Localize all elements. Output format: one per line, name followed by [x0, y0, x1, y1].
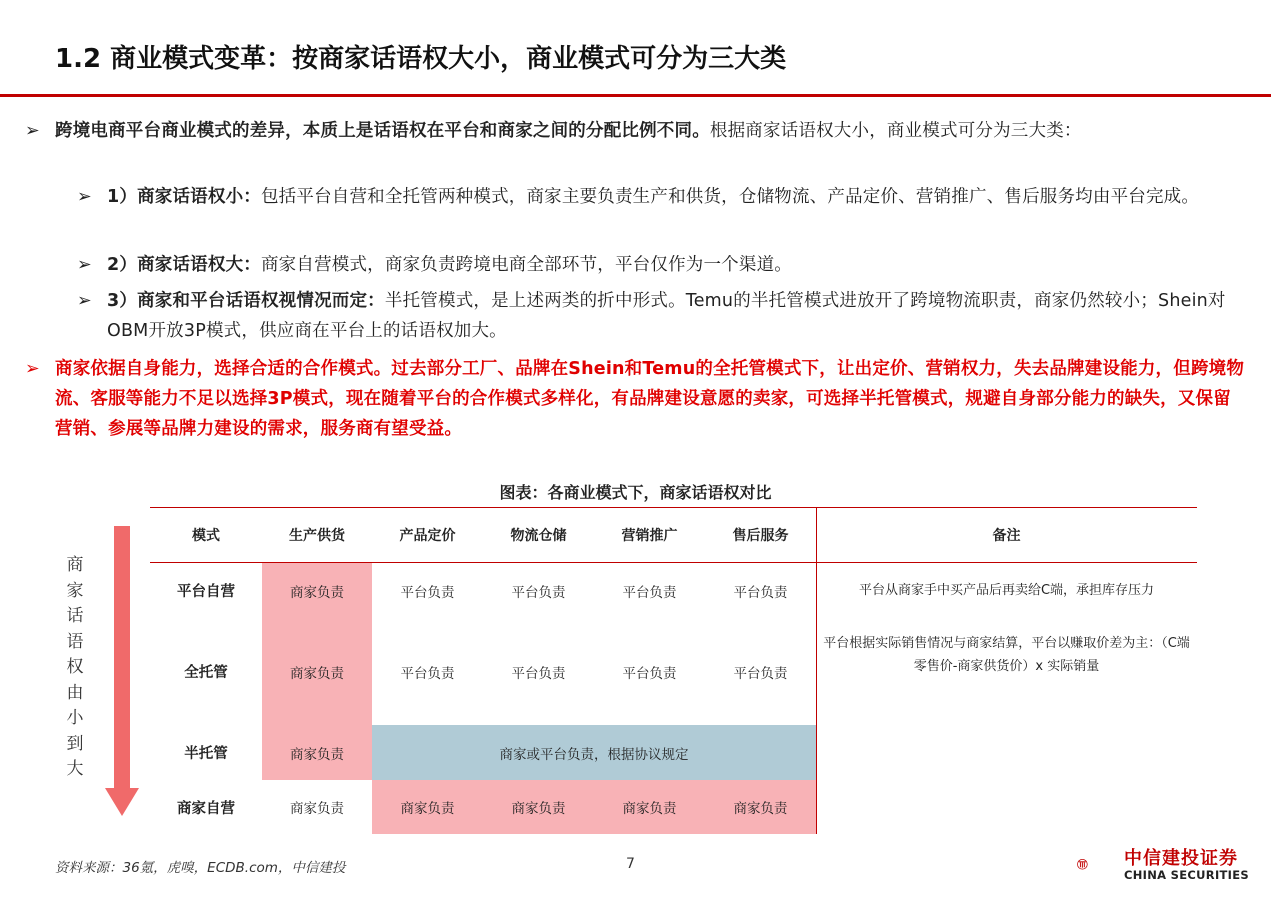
row-label: 平台自营 — [177, 584, 235, 600]
table-cell: 商家负责 — [622, 801, 677, 817]
sub-bullet-3 — [77, 286, 1242, 346]
sub-bullet-2-bold: 2）商家话语权大： — [107, 255, 261, 275]
bullet-arrow-icon: ➢ — [25, 121, 40, 141]
table-cell: 商家负责 — [400, 801, 455, 817]
table-rule — [150, 562, 1197, 563]
source-note: 资料来源：36氪，虎嗅，ECDB.com，中信建投 — [55, 860, 346, 876]
table-rule — [150, 507, 1197, 508]
table-cell: 平台负责 — [511, 665, 566, 682]
down-arrow-icon — [105, 526, 139, 816]
bullet-arrow-icon: ➢ — [77, 255, 92, 275]
sub-bullet-1-text: 包括平台自营和全托管两种模式，商家主要负责生产和供货，仓储物流、产品定价、营销推广、售后服务均由平台完成。 — [260, 187, 1200, 207]
comparison-table — [150, 507, 1197, 834]
page-title: 1.2 商业模式变革：按商家话语权大小，商业模式可分为三大类 — [55, 44, 787, 74]
sub-bullet-3-bold: 3）商家和平台话语权视情况而定： — [107, 291, 385, 311]
table-cell: 平台负责 — [511, 584, 566, 601]
sub-bullet-2 — [77, 250, 1242, 280]
header-cell: 售后服务 — [732, 528, 789, 544]
table-cell: 平台负责 — [400, 665, 455, 682]
sub-bullet-3-text: 半托管模式，是上述两类的折中形式。Temu的半托管模式进放开了跨境物流职责，商家仍然较小；Shein对OBM开放3P模式，供应商在平台上的话语权加大。 — [107, 291, 1226, 341]
logo-name-en: CHINA SECURITIES — [1124, 868, 1249, 882]
table-cell: 商家负责 — [290, 801, 344, 817]
side-label: 商家话语权由小到大 — [66, 555, 84, 779]
bullet-main-1-bold: 跨境电商平台商业模式的差异，本质上是话语权在平台和商家之间的分配比例不同。 — [55, 121, 710, 141]
table-cell: 平台负责 — [622, 665, 677, 682]
bullet-main-2 — [25, 354, 1245, 444]
row-label: 半托管 — [184, 746, 228, 762]
sub-bullet-1 — [77, 182, 1242, 212]
figure-caption: 图表：各商业模式下，商家话语权对比 — [499, 483, 772, 502]
table-cell: 平台负责 — [622, 584, 677, 601]
note-cell: 平台从商家手中买产品后再卖给C端，承担库存压力 — [858, 583, 1155, 598]
row-label: 全托管 — [184, 665, 228, 681]
table-cell: 商家负责 — [290, 665, 344, 682]
header-cell: 产品定价 — [399, 528, 456, 544]
table-cell: 平台负责 — [733, 584, 788, 601]
table-cell: 平台负责 — [400, 584, 455, 601]
table-cell: 商家负责 — [290, 746, 344, 763]
bullet-arrow-icon: ➢ — [77, 187, 92, 207]
header-cell: 物流仓储 — [510, 528, 567, 544]
table-cell: 商家负责 — [290, 584, 344, 601]
table-cell: 平台负责 — [733, 665, 788, 682]
table-cell: 商家负责 — [733, 801, 788, 817]
bullet-arrow-icon: ➢ — [77, 291, 92, 311]
bullet-main-2-text: 商家依据自身能力，选择合适的合作模式。过去部分工厂、品牌在Shein和Temu的全托管模式下，让出定价、营销权力，失去品牌建设能力，但跨境物流、客服等能力不足以选择3P模式，现在随着平台的合作模式多样化，有品牌建设意愿的卖家，可选择半托管模式，规避自身部分能力的缺失，又保留营销、参展等品牌力建设的需求，服务商有望受益。 — [55, 359, 1245, 439]
sub-bullet-2-text: 商家自营模式，商家负责跨境电商全部环节，平台仅作为一个渠道。 — [260, 255, 792, 275]
header-cell: 备注 — [992, 528, 1021, 544]
row-label: 商家自营 — [177, 800, 235, 817]
header-cell: 模式 — [192, 528, 220, 544]
table-rule — [816, 507, 817, 834]
table-cell: 商家负责 — [511, 801, 566, 817]
sub-bullet-1-bold: 1）商家话语权小： — [107, 187, 261, 207]
logo-name-cn: 中信建投证券 — [1124, 848, 1238, 869]
note-cell: 平台根据实际销售情况与商家结算，平台以赚取价差为主：（C端零售价-商家供货价）x 实际销量 — [823, 636, 1190, 674]
bullet-arrow-icon: ➢ — [25, 359, 40, 379]
header-cell: 营销推广 — [621, 528, 678, 544]
bullet-main-1-text: 根据商家话语权大小，商业模式可分为三大类： — [709, 121, 1082, 141]
bullet-main-1 — [25, 116, 1245, 146]
title-divider — [0, 94, 1271, 97]
company-logo-icon — [1077, 843, 1121, 887]
header-cell: 生产供货 — [289, 528, 345, 544]
page-number: 7 — [626, 856, 635, 872]
merged-cell: 商家或平台负责，根据协议规定 — [499, 746, 689, 763]
